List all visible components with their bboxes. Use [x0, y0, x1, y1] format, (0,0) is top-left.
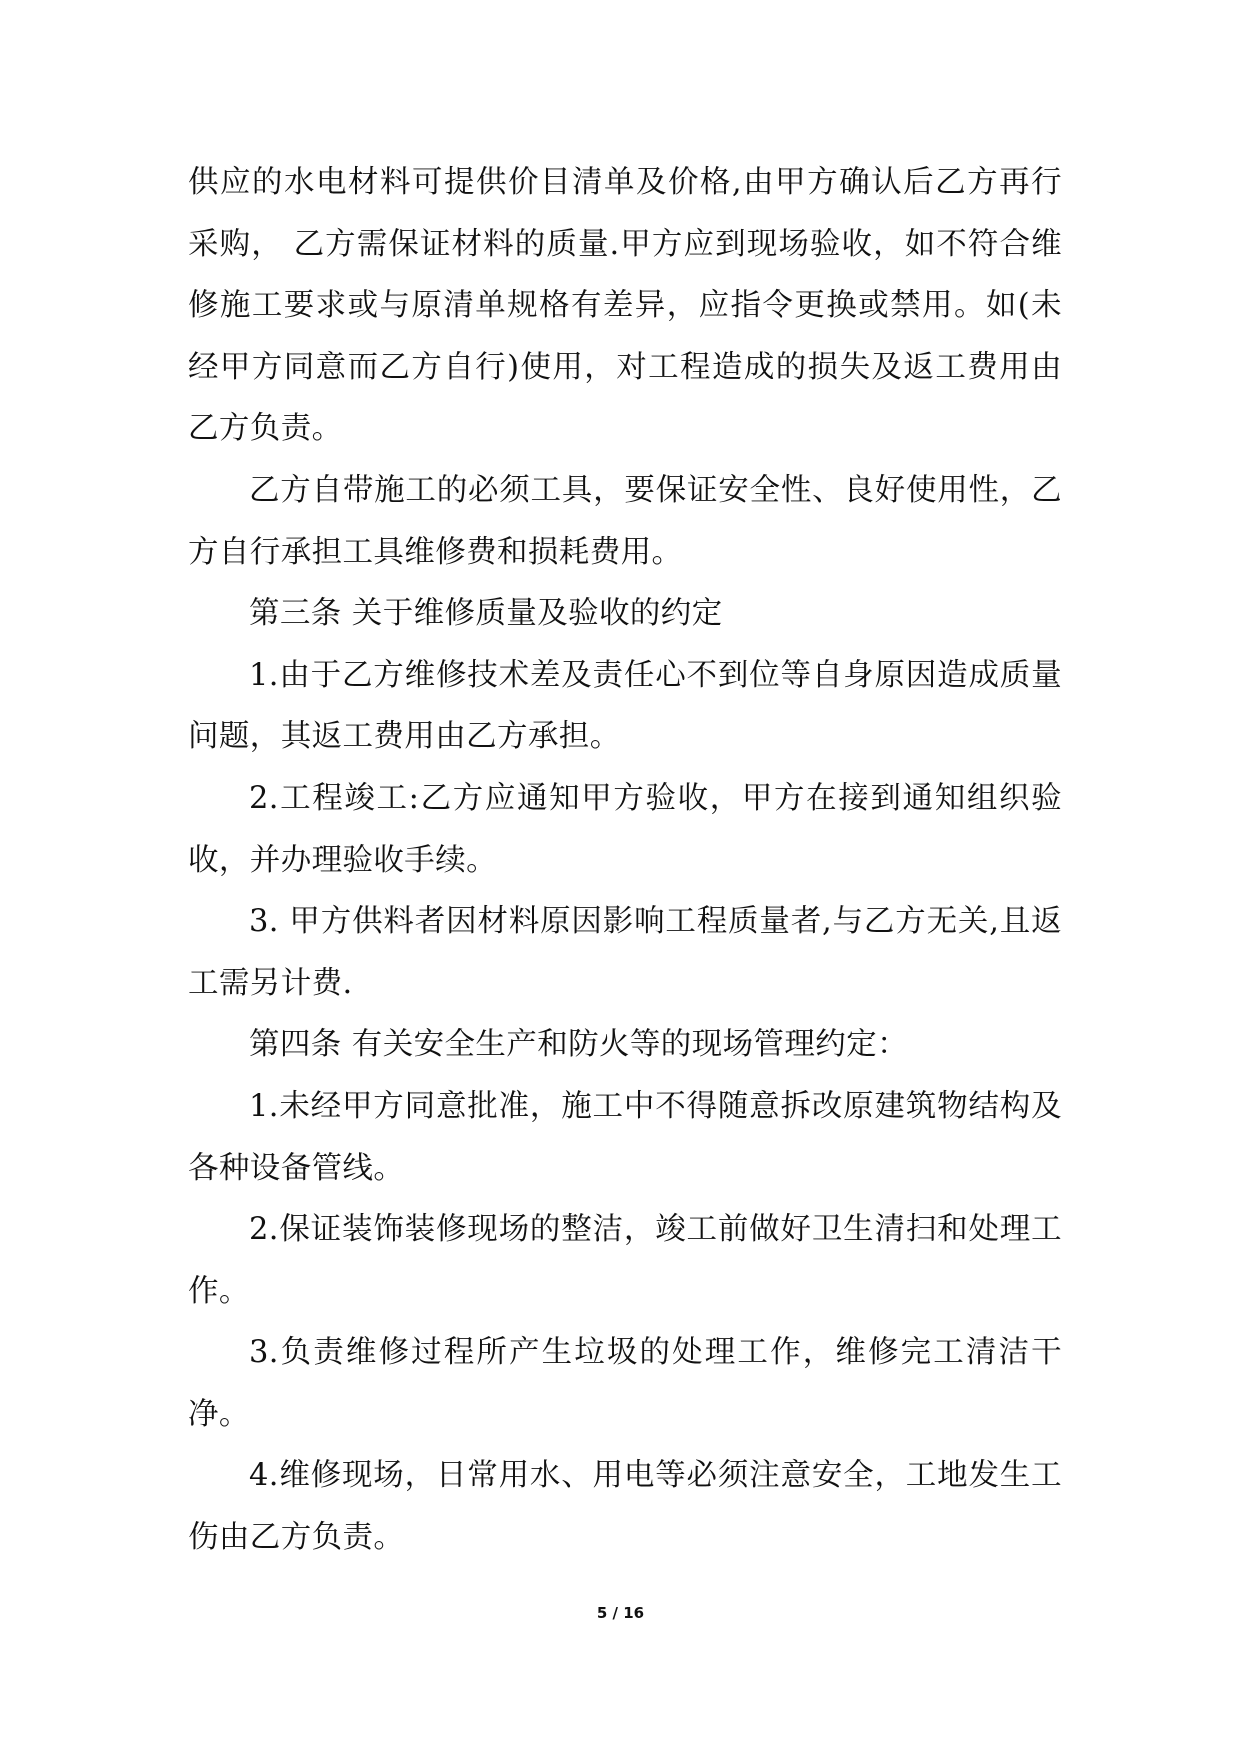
heading-article-three: 第三条 关于维修质量及验收的约定 — [249, 596, 723, 632]
clause-3-1: 1.由于乙方维修技术差及责任心不到位等自身原因造成质量问题，其返工费用由乙方承担。 — [188, 657, 1062, 755]
clause-4-2: 2.保证装饰装修现场的整洁，竣工前做好卫生清扫和处理工作。 — [188, 1212, 1062, 1309]
clause-3-2: 2.工程竣工:乙方应通知甲方验收，甲方在接到通知组织验收，并办理验收手续。 — [188, 780, 1062, 878]
clause-4-3: 3.负责维修过程所产生垃圾的处理工作，维修完工清洁干净。 — [188, 1335, 1062, 1432]
clause-4-1: 1.未经甲方同意批准，施工中不得随意拆改原建筑物结构及各种设备管线。 — [188, 1088, 1062, 1186]
paragraph-tools: 乙方自带施工的必须工具，要保证安全性、良好使用性，乙方自行承担工具维修费和损耗费用。 — [188, 472, 1062, 570]
clause-3-3: 3. 甲方供料者因材料原因影响工程质量者,与乙方无关,且返工需另计费. — [188, 904, 1062, 1001]
document-body — [188, 152, 1062, 1569]
clause-4-4: 4.维修现场，日常用水、用电等必须注意安全，工地发生工伤由乙方负责。 — [188, 1458, 1062, 1556]
page-number: 5 / 16 — [596, 1604, 645, 1622]
heading-article-four: 第四条 有关安全生产和防火等的现场管理约定： — [249, 1027, 908, 1063]
paragraph-materials: 供应的水电材料可提供价目清单及价格,由甲方确认后乙方再行采购， 乙方需保证材料的质量.甲方应到现场验收，如不符合维修施工要求或与原清单规格有差异，应指令更换或禁用。如(未经甲方同意而乙方自行)使用，对工程造成的损失及返工费用由乙方负责。 — [188, 165, 1062, 447]
